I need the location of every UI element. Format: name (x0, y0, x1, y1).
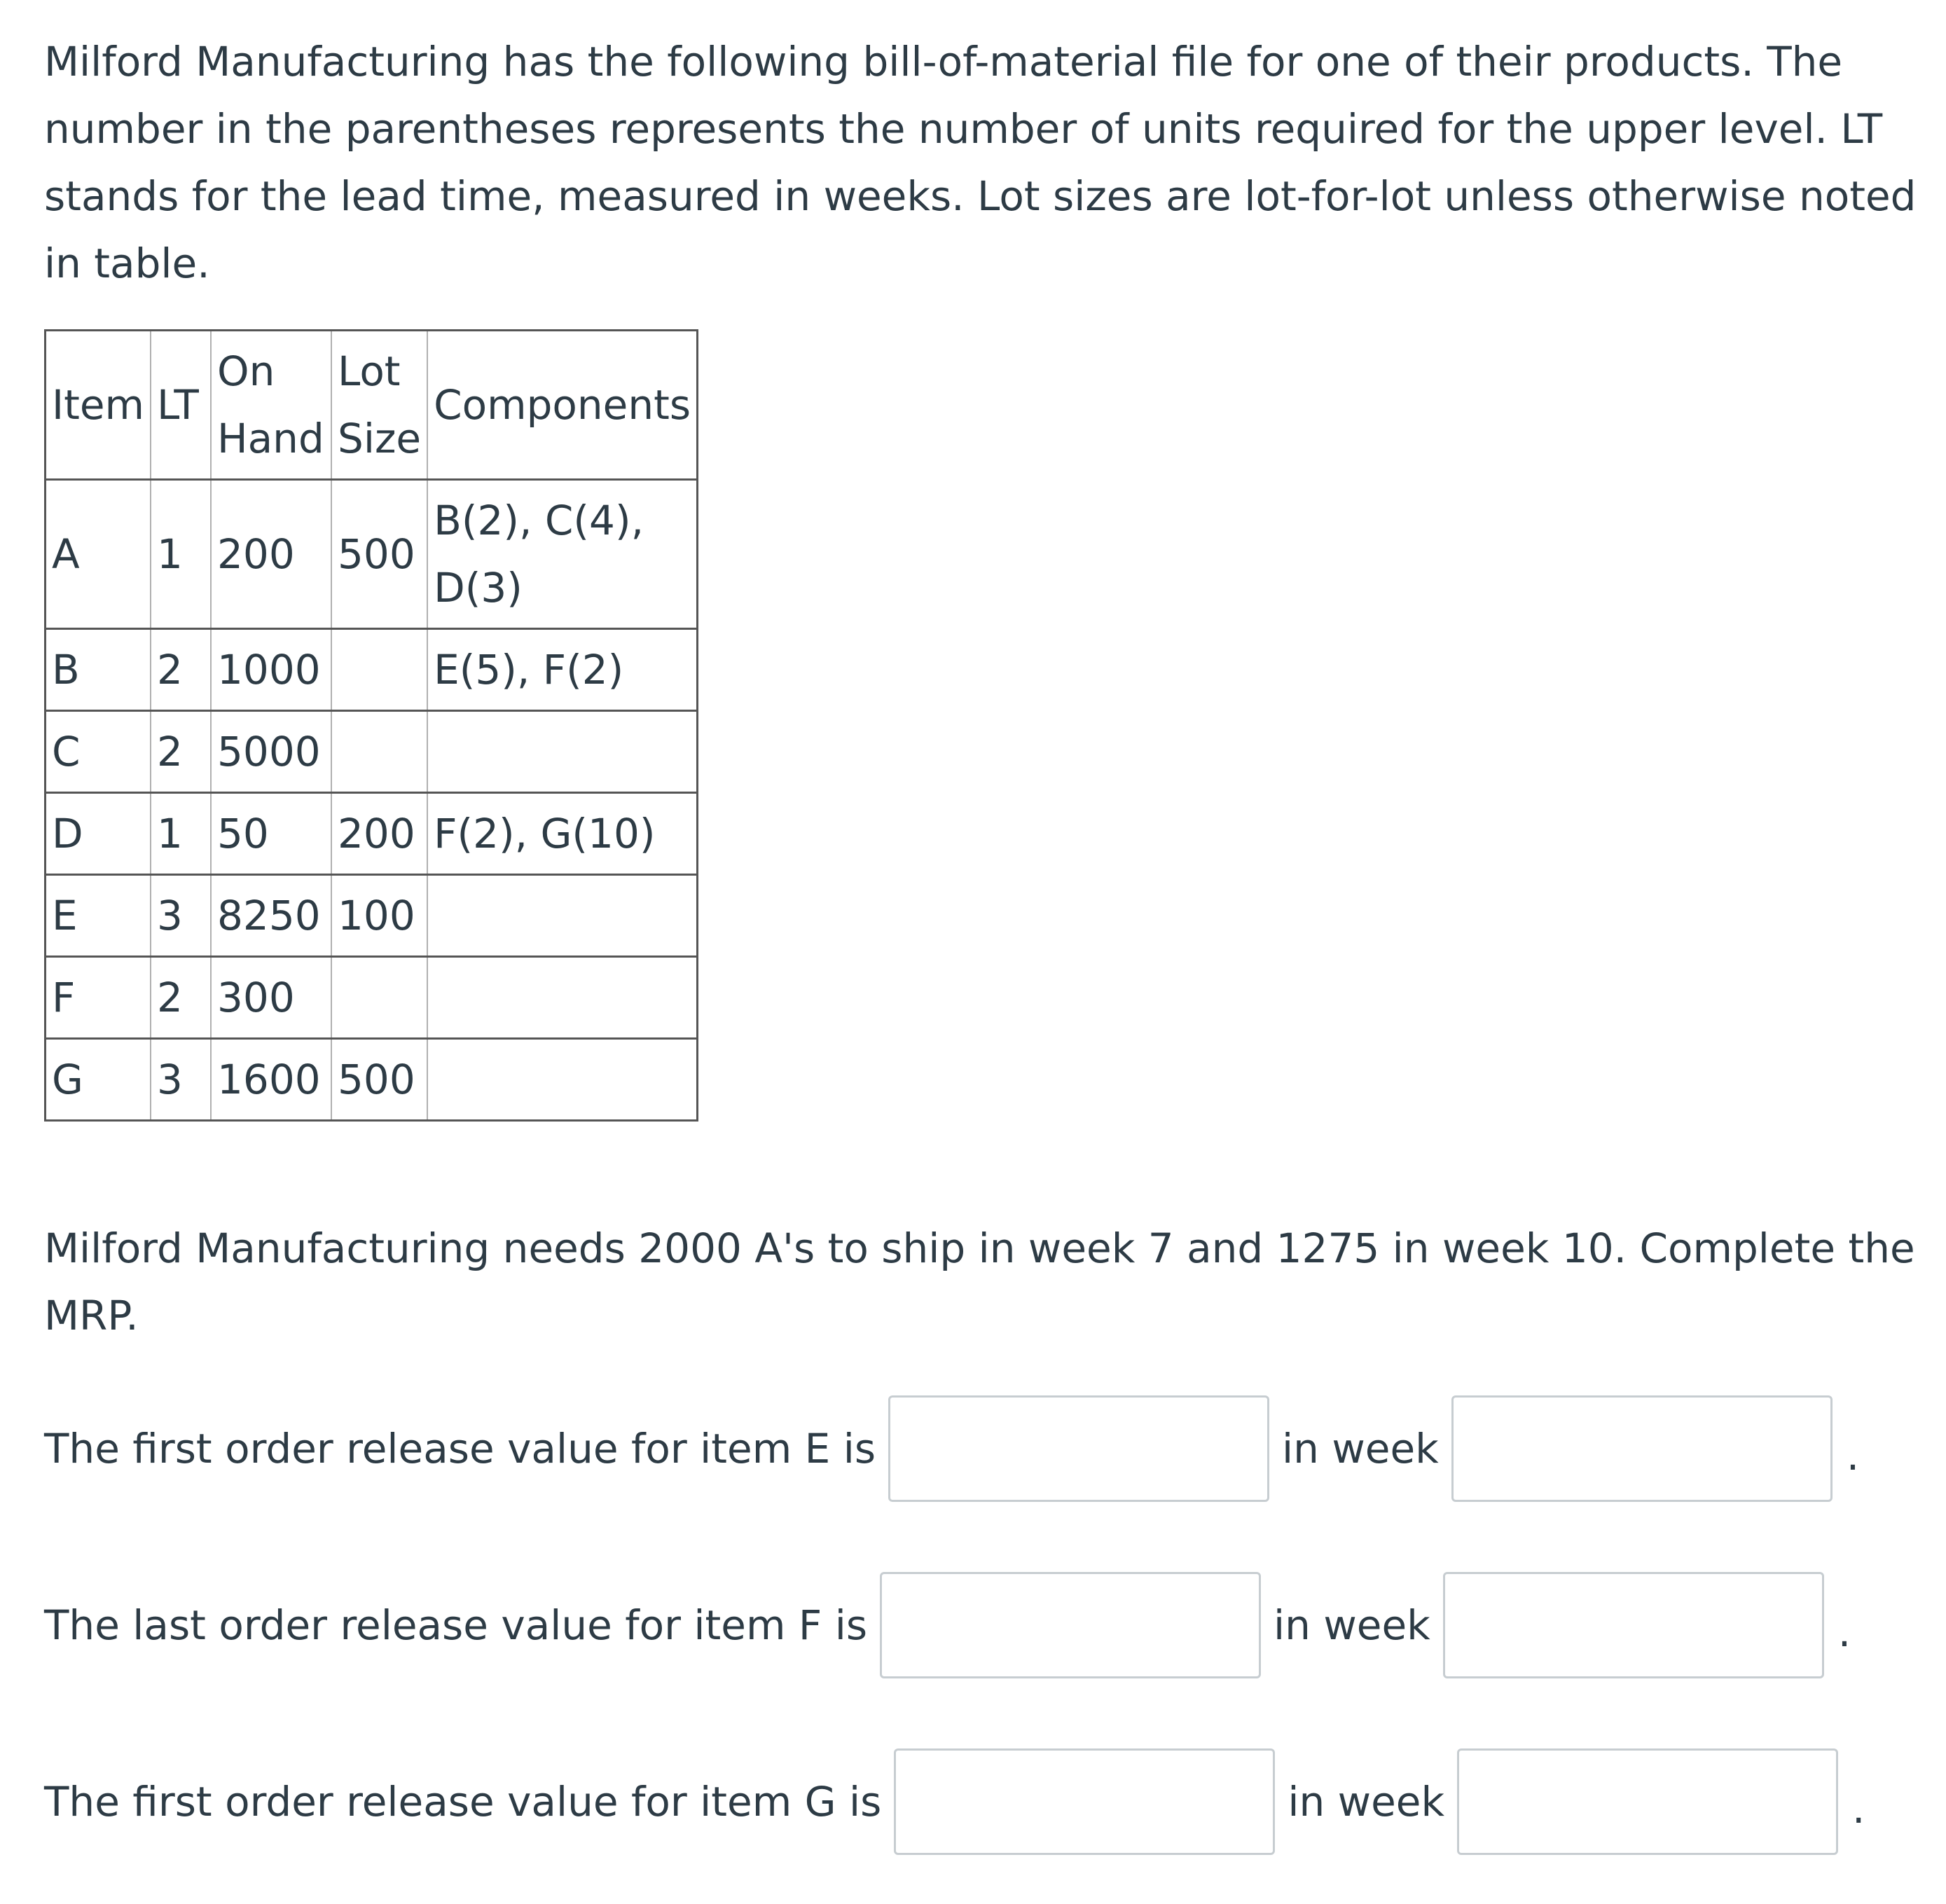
cell-lt: 2 (151, 711, 211, 793)
cell-on-hand: 1600 (211, 1039, 331, 1121)
cell-lt: 3 (151, 875, 211, 957)
cell-on-hand: 50 (211, 793, 331, 875)
cell-lt: 2 (151, 629, 211, 711)
cell-item: D (46, 793, 151, 875)
answer-line-e (44, 1394, 1859, 1503)
cell-components (427, 957, 697, 1039)
cell-lot-size: 500 (331, 480, 427, 629)
cell-item: F (46, 957, 151, 1039)
period: . (1837, 1608, 1851, 1656)
header-on-hand-line2: Hand (217, 415, 324, 462)
order-release-value-input[interactable] (894, 1748, 1275, 1855)
cell-item: A (46, 480, 151, 629)
cell-components (427, 875, 697, 957)
header-lt: LT (151, 331, 211, 480)
cell-lot-size (331, 629, 427, 711)
cell-components (427, 711, 697, 793)
cell-lot-size (331, 957, 427, 1039)
cell-components (427, 1039, 697, 1121)
cell-lot-size (331, 711, 427, 793)
cell-lot-size: 200 (331, 793, 427, 875)
in-week-label: in week (1282, 1425, 1439, 1472)
cell-on-hand: 5000 (211, 711, 331, 793)
order-release-value-input[interactable] (888, 1395, 1269, 1502)
period: . (1852, 1785, 1865, 1833)
answer-label: The last order release value for item F is (44, 1601, 868, 1649)
cell-item: G (46, 1039, 151, 1121)
table-row (46, 629, 698, 711)
cell-on-hand: 8250 (211, 875, 331, 957)
period: . (1846, 1432, 1860, 1479)
answer-label: The first order release value for item G is (44, 1778, 882, 1826)
order-release-value-input[interactable] (880, 1572, 1261, 1678)
header-on-hand (211, 331, 331, 480)
in-week-label: in week (1274, 1601, 1430, 1649)
cell-item: B (46, 629, 151, 711)
table-row (46, 793, 698, 875)
week-input[interactable] (1457, 1748, 1838, 1855)
header-item: Item (46, 331, 151, 480)
cell-components: B(2), C(4), D(3) (427, 480, 697, 629)
cell-components: E(5), F(2) (427, 629, 697, 711)
table-row (46, 711, 698, 793)
cell-item: E (46, 875, 151, 957)
cell-on-hand: 1000 (211, 629, 331, 711)
cell-item: C (46, 711, 151, 793)
table-row (46, 957, 698, 1039)
table-header-row (46, 331, 698, 480)
header-components: Components (427, 331, 697, 480)
cell-lot-size: 100 (331, 875, 427, 957)
cell-lt: 1 (151, 480, 211, 629)
question-text: Milford Manufacturing needs 2000 A's to ship in week 7 and 1275 in week 10. Complete the MRP. (44, 1225, 1915, 1339)
header-lot-size (331, 331, 427, 480)
table-row (46, 480, 698, 629)
intro-paragraph: Milford Manufacturing has the following bill-of-material file for one of their products. The number in the parentheses represents the number of units required for the upper level. LT stands for the lead time, measured in weeks. Lot sizes are lot-for-lot unless otherwise noted in table. (44, 38, 1917, 287)
cell-on-hand: 200 (211, 480, 331, 629)
table-row (46, 1039, 698, 1121)
in-week-label: in week (1288, 1778, 1445, 1826)
table-row (46, 875, 698, 957)
header-lot-size-line2: Size (338, 415, 422, 462)
bill-of-material-table (44, 329, 698, 1122)
cell-lot-size: 500 (331, 1039, 427, 1121)
answer-line-g (44, 1747, 1865, 1856)
cell-lt: 1 (151, 793, 211, 875)
answer-label: The first order release value for item E is (44, 1425, 876, 1472)
header-on-hand-line1: On (217, 347, 275, 395)
cell-components: F(2), G(10) (427, 793, 697, 875)
answer-line-f (44, 1571, 1851, 1680)
cell-lt: 3 (151, 1039, 211, 1121)
week-input[interactable] (1451, 1395, 1833, 1502)
header-lot-size-line1: Lot (338, 347, 401, 395)
week-input[interactable] (1443, 1572, 1824, 1678)
cell-on-hand: 300 (211, 957, 331, 1039)
cell-lt: 2 (151, 957, 211, 1039)
